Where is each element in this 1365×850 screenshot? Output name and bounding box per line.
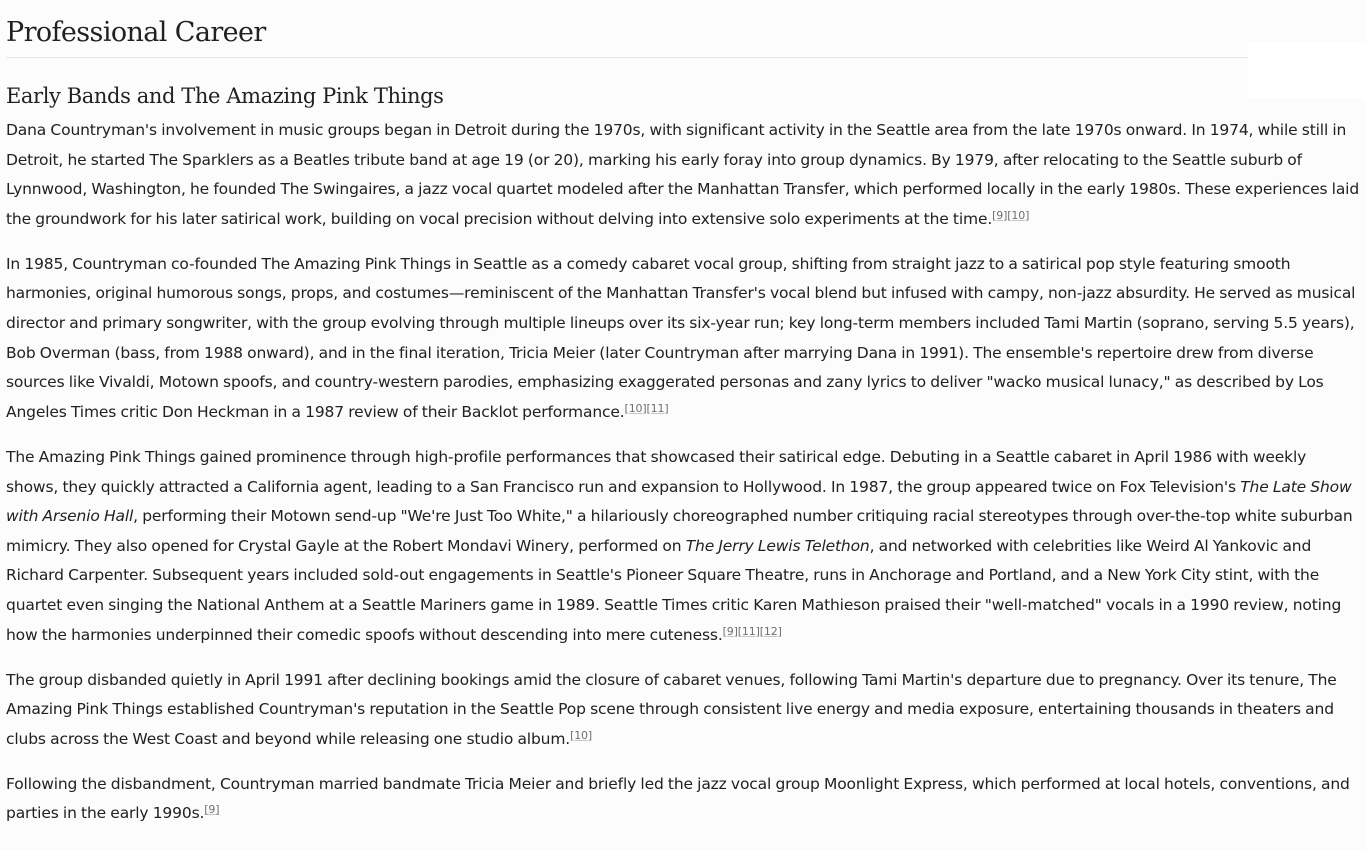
paragraph-text: The group disbanded quietly in April 1991 after declining bookings amid the closure of cabaret venues, following Tami Martin's departure due to pregnancy. Over its tenure, The Amazing Pink Things established Countryman's reputation in the Seattle Pop scene through consistent live energy and media exposure, entertaining thousands in theaters and clubs across the West Coast and beyond while releasing one studio album. xyxy=(6,670,1337,748)
citation-link[interactable]: [12] xyxy=(759,624,782,638)
paragraph xyxy=(6,116,1360,234)
citation-group xyxy=(992,209,1029,222)
citation-group xyxy=(723,625,782,638)
citation-group xyxy=(625,402,669,415)
paragraph-text: The Amazing Pink Things gained prominence through high-profile performances that showcased their satirical edge. Debuting in a Seattle cabaret in April 1986 with weekly shows, they quickly attracted a California agent, leading to a San Francisco run and expansion to Hollywood. In 1987, the group appeared twice on Fox Television's xyxy=(6,447,1307,496)
article-content xyxy=(6,0,1360,845)
citation-group xyxy=(570,729,592,742)
paragraph-text: Following the disbandment, Countryman married bandmate Tricia Meier and briefly led the jazz vocal group Moonlight Express, which performed at local hotels, conventions, and parties in the early 1990s. xyxy=(6,774,1350,823)
citation-group xyxy=(204,803,219,816)
paragraph xyxy=(6,250,1360,428)
paragraph xyxy=(6,443,1360,650)
paragraph xyxy=(6,666,1360,755)
section-heading: Professional Career xyxy=(6,0,1248,58)
citation-link[interactable]: [9] xyxy=(992,208,1008,222)
citation-link[interactable]: [10] xyxy=(624,401,647,415)
citation-link[interactable]: [9] xyxy=(722,624,738,638)
paragraph-text: , performing their Motown send-up "We're Just Too White," a hilariously choreographed number critiquing racial stereotypes through over-the-top white suburban mimicry. They also opened for Crystal Gayle at the Robert Mondavi Winery, performed on xyxy=(6,507,1353,555)
citation-link[interactable]: [10] xyxy=(570,728,593,742)
paragraph-text: Dana Countryman's involvement in music groups began in Detroit during the 1970s, with significant activity in the Seattle area from the late 1970s onward. In 1974, while still in Detroit, he started The Sparklers as a Beatles tribute band at age 19 (or 20), marking his early foray into group dynamics. By 1979, after relocating to the Seattle suburb of Lynnwood, Washington, he founded The Swingaires, a jazz vocal quartet modeled after the Manhattan Transfer, which performed locally in the early 1980s. These experiences laid the groundwork for his later satirical work, building on vocal precision without delving into extensive solo experiments at the time. xyxy=(6,121,1360,228)
paragraph xyxy=(6,770,1360,829)
citation-link[interactable]: [11] xyxy=(737,624,760,638)
citation-link[interactable]: [10] xyxy=(1007,208,1030,222)
italic-title: The Jerry Lewis Telethon xyxy=(685,536,870,555)
subsection-heading: Early Bands and The Amazing Pink Things xyxy=(6,84,444,108)
citation-link[interactable]: [9] xyxy=(204,803,220,817)
citation-link[interactable]: [11] xyxy=(646,401,669,415)
paragraph-text: In 1985, Countryman co-founded The Amazing Pink Things in Seattle as a comedy cabaret vocal group, shifting from straight jazz to a satirical pop style featuring smooth harmonies, original humorous songs, props, and costumes—reminiscent of the Manhattan Transfer's vocal blend but infused with campy, non-jazz absurdity. He served as musical director and primary songwriter, with the group evolving through multiple lineups over its six-year run; key long-term members included Tami Martin (soprano, serving 5.5 years), Bob Overman (bass, from 1988 onward), and in the final iteration, Tricia Meier (later Countryman after marrying Dana in 1991). The ensemble's repertoire drew from diverse sources like Vivaldi, Motown spoofs, and country-western parodies, emphasizing exaggerated personas and zany lyrics to deliver "wacko musical lunacy," as described by Los Angeles Times critic Don Heckman in a 1987 review of their Backlot performance. xyxy=(6,254,1356,421)
italic-title: The Late Show with Arsenio Hall xyxy=(6,477,1352,526)
paragraph-text: , and networked with celebrities like Weird Al Yankovic and Richard Carpenter. Subsequent years included sold-out engagements in Seattle's Pioneer Square Theatre, runs in Anchorage and Portland, and a New York City stint, with the quartet even singing the National Anthem at a Seattle Mariners game in 1989. Seattle Times critic Karen Mathieson praised their "well-matched" vocals in a 1990 review, noting how the harmonies underpinned their comedic spoofs without descending into mere cuteness. xyxy=(6,536,1342,644)
